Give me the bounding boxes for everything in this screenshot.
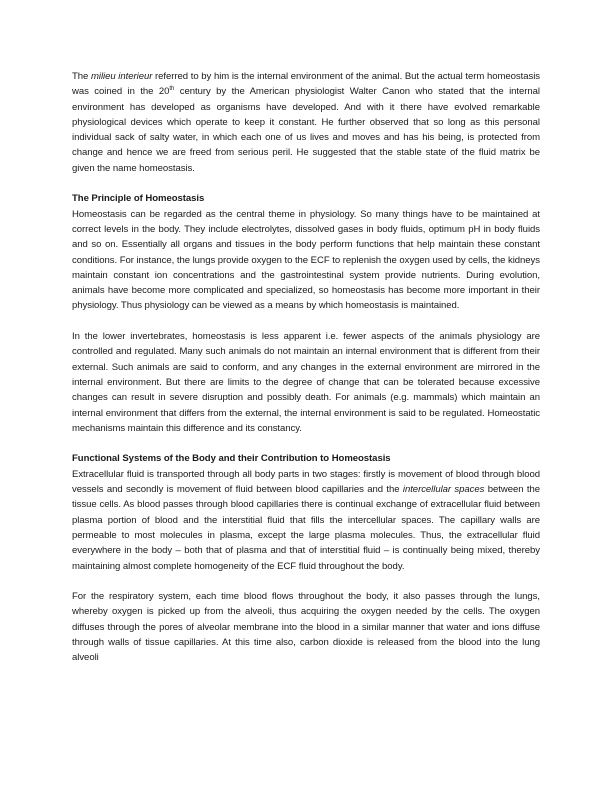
spacer (72, 314, 540, 329)
text-span: century by the American physiologist Walter Canon who stated that the internal environment has developed as organisms have developed. And with it there have evolved remarkable physiological devices which operate to keep it constant. He further observed that so long as this personal individual sack of salty water, in which each one of us lives and moves and has his being, is protected from change and hence we are freed from serious peril. He suggested that the stable state of the fluid matrix be given the name homeostasis. (72, 86, 540, 174)
superscript: th (169, 86, 175, 93)
intro-paragraph (72, 69, 540, 176)
section-heading-principle: The Principle of Homeostasis (72, 193, 205, 205)
text-span: Extracellular fluid is transported through all body parts in two stages: firstly is movement of blood through blood vessels and secondly is movement of fluid between blood capillaries and the (72, 468, 540, 496)
text-span: referred to by him is the internal environment of the animal. But the actual term homeostasis was coined in the 20 (72, 71, 540, 98)
principle-paragraph-2: In the lower invertebrates, homeostasis is less apparent i.e. fewer aspects of the animals physiology are controlled and regulated. Many such animals do not maintain an internal environment that is different from their external. Such animals are said to conform, and any changes in the external environment are mirrored in the internal environment. But there are limits to the degree of change that can be tolerated because excessive changes can result in severe disruption and possibly death. For animals (e.g. mammals) which maintain an internal environment that differs from the external, the internal environment is said to be regulated. Homeostatic mechanisms maintain this difference and its constancy. (72, 331, 540, 434)
functional-systems-paragraph-1 (72, 467, 540, 574)
text-span: between the tissue cells. As blood passes through blood capillaries there is continual exchange of extracellular fluid between plasma portion of blood and the interstitial fluid that fills the intercellular spaces. The capillary walls are permeable to most molecules in plasma, except the large plasma molecules. Thus, the extracellular fluid everywhere in the body – both that of plasma and that of interstitial fluid – is continually being mixed, thereby maintaining almost complete homogeneity of the ECF fluid throughout the body. (72, 484, 541, 572)
italic-term: milieu interieur (90, 71, 153, 82)
spacer (72, 436, 540, 451)
spacer (72, 574, 540, 589)
document-page (72, 69, 540, 666)
text-span: The (72, 71, 91, 82)
italic-term: intercellular spaces (402, 484, 485, 496)
section-heading-functional-systems: Functional Systems of the Body and their Contribution to Homeostasis (72, 453, 391, 465)
principle-paragraph-1: Homeostasis can be regarded as the central theme in physiology. So many things have to be maintained at correct levels in the body. They include electrolytes, dissolved gases in body fluids, optimum pH in body fluids and so on. Essentially all organs and tissues in the body perform functions that help maintain these constant conditions. For instance, the lungs provide oxygen to the ECF to replenish the oxygen used by cells, the kidneys maintain constant ion concentrations and the gastrointestinal system provide nutrients. During evolution, animals have become more complicated and specialized, so homeostasis has become more important in their physiology. Thus physiology can be viewed as a means by which homeostasis is maintained. (72, 208, 540, 312)
spacer (72, 176, 540, 191)
functional-systems-paragraph-2: For the respiratory system, each time blood flows throughout the body, it also passes through the lungs, whereby oxygen is picked up from the alveoli, thus acquiring the oxygen needed by the cells. The oxygen diffuses through the pores of alveolar membrane into the blood in a similar manner that water and ions diffuse through walls of tissue capillaries. At this time also, carbon dioxide is released from the blood into the lung alveoli (72, 591, 540, 664)
